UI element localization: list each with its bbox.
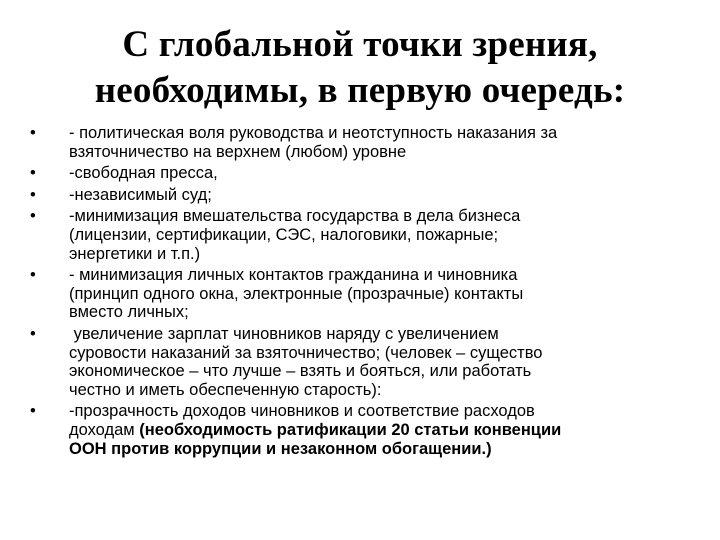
bullet-text-line: экономическое – что лучше – взять и бояться, или работать (69, 362, 532, 381)
bullet-list (30, 124, 690, 461)
slide-title-line-1: С глобальной точки зрения, (122, 24, 598, 65)
bullet-text-line: доходам (69, 420, 140, 439)
bullet-text-line: -минимизация вмешательства государства в дела бизнеса (69, 207, 521, 226)
bullet-icon: • (30, 185, 36, 204)
bullet-text-line: - минимизация личных контактов гражданина и чиновника (69, 266, 518, 285)
bullet-text-line: -свободная пресса, (69, 164, 218, 183)
bullet-text-line: вместо личных; (69, 303, 189, 322)
bullet-item-income-transparency (30, 402, 690, 458)
bullet-text-bold: (необходимость ратификации 20 статьи конвенции (139, 420, 562, 439)
bullet-icon: • (30, 207, 36, 226)
bullet-text-bold: ООН против коррупции и незаконном обогащении.) (69, 439, 492, 458)
bullet-icon: • (30, 402, 36, 421)
slide-title-line-2: необходимы, в первую очередь: (94, 70, 626, 111)
bullet-text-line: (принцип одного окна, электронные (прозрачные) контакты (69, 284, 524, 303)
bullet-text-line: взяточничество на верхнем (любом) уровне (69, 142, 407, 161)
bullet-text-line: суровости наказаний за взяточничество; (человек – существо (69, 343, 543, 362)
bullet-icon: • (30, 124, 36, 142)
bullet-item-salary-increase (30, 325, 690, 399)
bullet-icon: • (30, 324, 36, 343)
bullet-text-line: -прозрачность доходов чиновников и соответствие расходов (69, 402, 535, 421)
bullet-text-line: честно и иметь обеспеченную старость): (69, 380, 382, 399)
bullet-icon: • (30, 164, 36, 183)
bullet-text-line: увеличение зарплат чиновников наряду с увеличением (69, 324, 499, 343)
bullet-text-line: энергетики и т.п.) (69, 244, 201, 263)
bullet-item-free-press (30, 164, 690, 183)
bullet-item-independent-court (30, 186, 690, 205)
bullet-text-line: -независимый суд; (69, 185, 212, 204)
slide-title (0, 22, 720, 114)
bullet-text-line: (лицензии, сертификации, СЭС, налоговики, пожарные; (69, 225, 499, 244)
bullet-text-line: - политическая воля руководства и неотступность наказания за (69, 124, 558, 142)
bullet-item-minimize-personal-contacts (30, 266, 690, 322)
bullet-icon: • (30, 266, 36, 285)
bullet-item-political-will (30, 124, 690, 161)
bullet-item-minimize-state-intervention (30, 207, 690, 263)
